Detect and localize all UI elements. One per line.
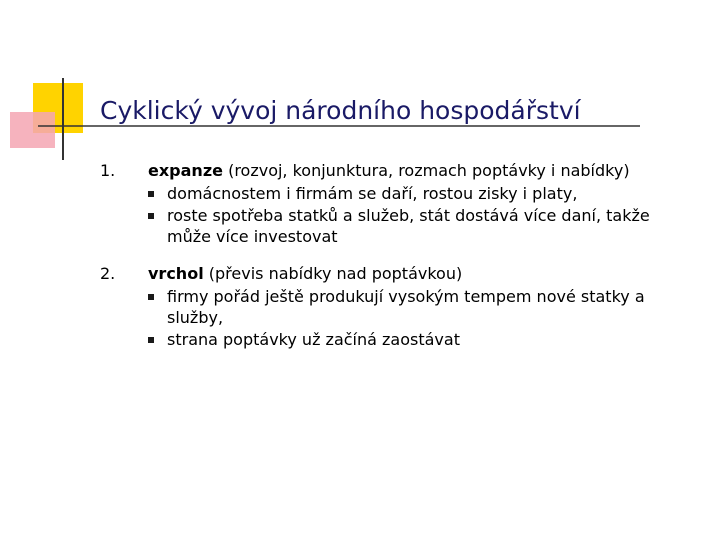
sub-item-text: strana poptávky už začíná zaostávat xyxy=(167,330,460,349)
sub-list xyxy=(148,183,700,247)
item-detail: (rozvoj, konjunktura, rozmach poptávky i nabídky) xyxy=(222,161,630,180)
item-detail: (převis nabídky nad poptávkou) xyxy=(203,264,463,283)
pink-square xyxy=(10,112,55,148)
list-item-vrchol xyxy=(100,263,700,350)
list-item-expanze xyxy=(100,160,700,247)
item-term: vrchol xyxy=(148,264,204,283)
yellow-square xyxy=(33,83,83,133)
sub-item-text: domácnostem i firmám se daří, rostou zisky i platy, xyxy=(167,184,578,203)
sub-item xyxy=(148,183,677,204)
sub-item xyxy=(148,286,677,328)
sub-item xyxy=(148,329,677,350)
square-bullet-icon xyxy=(148,191,154,197)
item-term: expanze xyxy=(148,161,223,180)
square-bullet-icon xyxy=(148,337,154,343)
item-heading xyxy=(148,263,700,284)
sub-item-text: firmy pořád ještě produkují vysokým tempem nové statky a služby, xyxy=(167,287,645,327)
sub-item-text: roste spotřeba statků a služeb, stát dostává více daní, takže může více investovat xyxy=(167,206,650,246)
sub-item xyxy=(148,205,677,247)
item-heading xyxy=(148,160,700,181)
slide-title: Cyklický vývoj národního hospodářství xyxy=(100,96,581,125)
slide-content xyxy=(100,160,700,366)
square-bullet-icon xyxy=(148,294,154,300)
sub-list xyxy=(148,286,700,350)
item-number: 2. xyxy=(100,264,116,283)
item-number: 1. xyxy=(100,161,116,180)
square-bullet-icon xyxy=(148,213,154,219)
